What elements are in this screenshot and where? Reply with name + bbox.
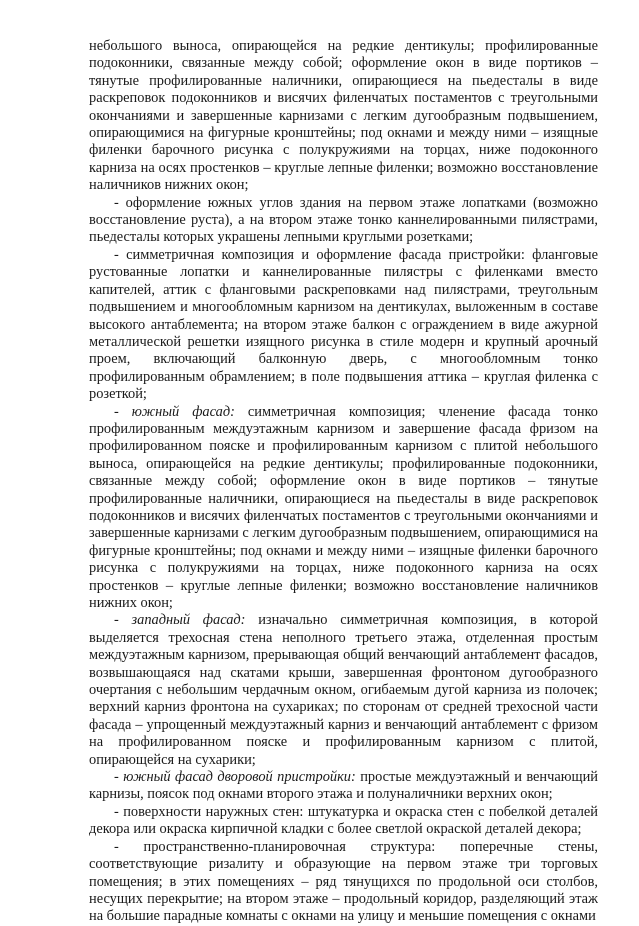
paragraph-courtyard-annex-facade (89, 769, 598, 804)
paragraph-lead: - южный фасад дворовой пристройки: (114, 769, 356, 786)
paragraph-west-facade (89, 612, 598, 769)
paragraph-text: простые междуэтажный и венчающий карнизы, поясок под окнами второго этажа и полуналичники верхних окон; (89, 769, 598, 803)
paragraph-lead: - западный фасад: (114, 612, 246, 629)
paragraph-text: - пространственно-планировочная структура: поперечные стены, соответствующие ризалиту и образующие на первом этаже три торговых помещения; в этих помещениях – ряд тянущихся по продольной оси столбов, несущих перекрытие; на втором этаже – продольный коридор, разделяющий этаж на большие парадные комнаты с окнами на улицу и меньшие помещения с окнами (89, 838, 598, 925)
paragraph-text: - поверхности наружных стен: штукатурка и окраска стен с побелкой деталей декора или окраска кирпичной кладки с более светлой окраской деталей декора; (89, 803, 598, 838)
paragraph-text: изначально симметричная композиция, в которой выделяется трехосная стена неполного третьего этажа, отделенная простым междуэтажным карнизом, прерывающая общий венчающий антаблемент фасадов, возвышающаяся над скатами крыши, завершенная фронтоном дугообразного очертания с небольшим чердачным окном, огибаемым дугой карниза из полочек; верхний карниз фронтона на сухариках; по сторонам от средней трехосной части фасада – упрощенный междуэтажный карниз и венчающий антаблемент с фризом на профилированном пояске и профилированным карнизом с плитой, опирающейся на сухарики; (89, 612, 598, 768)
paragraph-annex-facade (89, 247, 598, 404)
paragraph-south-facade (89, 404, 598, 613)
paragraph-text: симметричная композиция; членение фасада тонко профилированным междуэтажным карнизом и завершение фасада фризом на профилированном пояске и профилированным карнизом с плитой небольшого выноса, опирающейся на редкие дентикулы; профилированные подоконники, связанные между собой; оформление окон в виде портиков – тянутые профилированные наличники, опирающиеся на пьедесталы в виде раскреповок подоконников и висячих филенчатых постаментов с треугольными окончаниями и завершенные карнизами с легким дугообразным подвышением, опирающимися на фигурные кронштейны; под окнами и между ними – изящные филенки барочного рисунка с полукружиями на торцах, ниже подоконного карниза на осях простенков – круглые лепные филенки; возможно восстановление наличников нижних окон; (89, 403, 598, 611)
paragraph-south-corners (89, 195, 598, 247)
paragraph-text: небольшого выноса, опирающейся на редкие дентикулы; профилированные подоконники, связанные между собой; оформление окон в виде портиков – тянутые профилированные наличники, опирающиеся на пьедесталы в виде раскреповок подоконников и висячих филенчатых постаментов с треугольными окончаниями и завершенные карнизами с легким дугообразным подвышением, опирающимися на фигурные кронштейны; под окнами и между ними – изящные филенки барочного рисунка с полукружиями на торцах, ниже подоконного карниза на осях простенков – круглые лепные филенки; возможно восстановление наличников нижних окон; (89, 38, 598, 194)
paragraph-text: - оформление южных углов здания на первом этаже лопатками (возможно восстановление руста), а на втором этаже тонко каннелированными пилястрами, пьедесталы которых украшены лепными круглыми розетками; (89, 194, 598, 246)
paragraph-text: - симметричная композиция и оформление фасада пристройки: фланговые рустованные лопатки и каннелированные пилястры с филенками вместо капителей, аттик с фланговыми раскреповками над пилястрами, треугольным подвышением и многообломным карнизом на дентикулах, выложенным в составе высокого антаблемента; на втором этаже балкон с ограждением в виде ажурной металлической решетки изящного рисунка в стиле модерн и крупный арочный проем, включающий балконную дверь, с многообломным тонко профилированным обрамлением; в поле подвышения аттика – круглая филенка с розеткой; (89, 246, 598, 403)
paragraph-lead: - южный фасад: (114, 403, 235, 420)
paragraph-north-facade-continued (89, 38, 598, 195)
paragraph-spatial-structure (89, 839, 598, 926)
document-page (89, 38, 598, 926)
paragraph-wall-surfaces (89, 804, 598, 839)
